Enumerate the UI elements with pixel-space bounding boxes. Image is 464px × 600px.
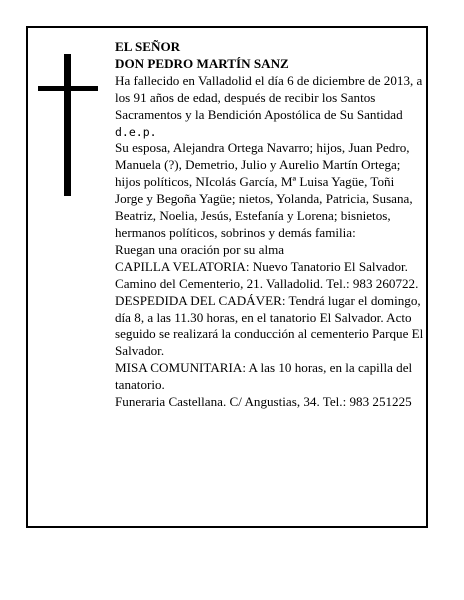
rip-text: d.e.p.: [115, 124, 157, 139]
death-info: Ha fallecido en Valladolid el día 6 de diciembre de 2013, a los 91 años de edad, después de recibir los Santos Sacramentos y la Bendición Apostólica de Su Santidad: [115, 72, 423, 122]
cross-horizontal-bar: [38, 86, 98, 91]
obituary-text: [115, 39, 425, 411]
cross-vertical-bar: [64, 54, 71, 196]
chapel-info: CAPILLA VELATORIA: Nuevo Tanatorio El Salvador. Camino del Cementerio, 21. Valladolid. Tel.: 983 260722.: [115, 258, 419, 291]
funeral-home-info: Funeraria Castellana. C/ Angustias, 34. Tel.: 983 251225: [115, 394, 412, 410]
cross-icon: [38, 54, 98, 196]
mass-info: MISA COMUNITARIA: A las 10 horas, en la capilla del tanatorio.: [115, 360, 413, 393]
deceased-name: DON PEDRO MARTÍN SANZ: [115, 55, 289, 71]
heading-title: EL SEÑOR: [115, 39, 181, 54]
prayer-request: Ruegan una oración por su alma: [115, 241, 285, 257]
family-list: Su esposa, Alejandra Ortega Navarro; hijos, Juan Pedro, Manuela (?), Demetrio, Julio y Aurelio Martín Ortega; hijos políticos, NIcolás García, Mª Luisa Yagüe, Toñi Jorge y Begoña Yagüe; nietos, Yolanda, Patricia, Susana, Beatriz, Noelia, Jesús, Estefanía y Lorena; bisnietos, hermanos políticos, sobrinos y demás familia:: [115, 140, 413, 240]
farewell-info: DESPEDIDA DEL CADÁVER: Tendrá lugar el domingo, día 8, a las 11.30 horas, en el tanatorio El Salvador. Acto seguido se realizará la conducción al cementerio Parque El Salvador.: [115, 292, 424, 359]
